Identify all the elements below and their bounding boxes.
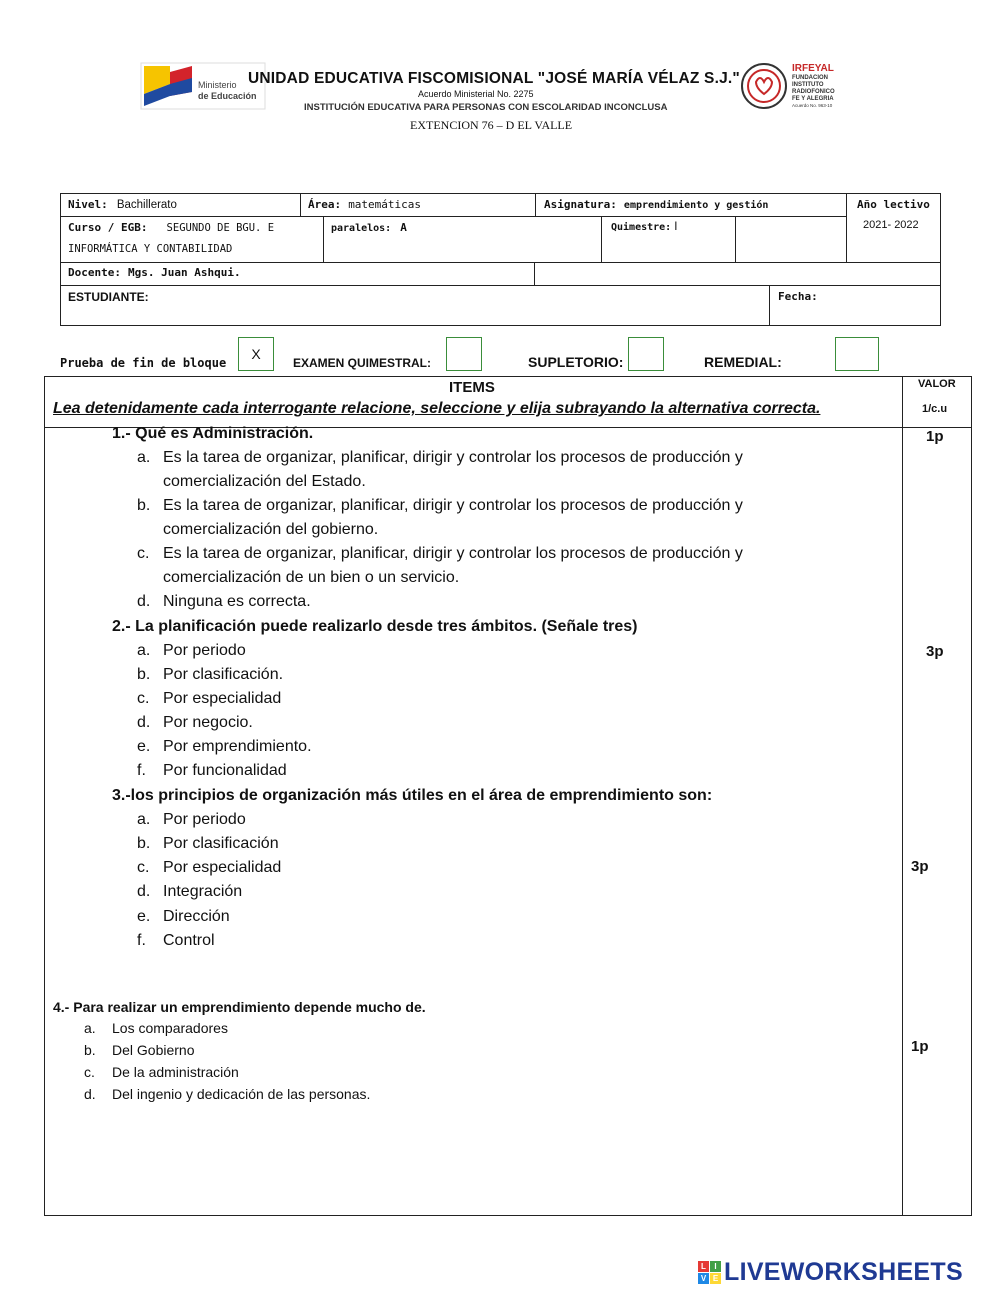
q1-option-a-text1: Es la tarea de organizar, planificar, dirigir y controlar los procesos de producción y <box>163 449 743 466</box>
irfeyal-line2: INSTITUTO <box>792 82 824 88</box>
q4-option-c-letter: c. <box>84 1064 95 1080</box>
q3-option-b[interactable] <box>137 835 279 853</box>
quimestre-label: Quimestre: <box>611 222 672 233</box>
info-col-divider <box>534 262 535 285</box>
q4-option-c-text: De la administración <box>112 1064 239 1080</box>
q4-option-d[interactable] <box>84 1086 370 1102</box>
docente-value: Mgs. Juan Ashqui. <box>128 266 241 279</box>
q1-option-d-text: Ninguna es correcta. <box>163 593 311 610</box>
ministry-logo-line2: de Educación <box>198 91 257 101</box>
icon-square-v: V <box>698 1273 709 1284</box>
q2-option-d-letter: d. <box>137 714 151 731</box>
info-row-divider <box>60 285 941 286</box>
q4-option-a-text: Los comparadores <box>112 1020 228 1036</box>
nivel-label: Nivel: <box>68 198 108 211</box>
paralelos-label: paralelos: <box>331 223 392 234</box>
q4-option-c[interactable] <box>84 1064 239 1080</box>
q2-option-a-letter: a. <box>137 642 151 659</box>
school-title: UNIDAD EDUCATIVA FISCOMISIONAL "JOSÉ MARÍA VÉLAZ S.J." <box>248 70 740 87</box>
q3-option-f-letter: f. <box>137 932 146 949</box>
q1-option-d[interactable] <box>137 593 311 611</box>
info-col-divider <box>300 193 301 216</box>
q4-option-d-letter: d. <box>84 1086 96 1102</box>
q2-option-b-text: Por clasificación. <box>163 666 284 683</box>
q2-option-e-letter: e. <box>137 738 151 755</box>
instruction-text: Lea detenidamente cada interrogante relacione, seleccione y elija subrayando la alternativa correcta <box>53 400 816 417</box>
q2-option-b[interactable] <box>137 666 283 684</box>
q1-option-c-text1: Es la tarea de organizar, planificar, dirigir y controlar los procesos de producción y <box>163 545 743 562</box>
q3-option-f-text: Control <box>163 932 215 949</box>
remedial-checkbox[interactable] <box>835 337 879 371</box>
irfeyal-acuerdo: Acuerdo No. 963-10 <box>792 103 833 108</box>
anio-value: 2021- 2022 <box>863 219 919 231</box>
q3-option-a-letter: a. <box>137 811 151 828</box>
quimestre-value: I <box>674 221 678 233</box>
info-col-divider <box>323 216 324 262</box>
nivel-cell <box>68 198 177 211</box>
instruction: Lea detenidamente cada interrogante relacione, seleccione y elija subrayando la alternativa correcta. <box>53 400 821 417</box>
question-3-title: 3.-los principios de organización más útiles en el área de emprendimiento son: <box>112 787 713 804</box>
asignatura-cell <box>544 198 768 211</box>
q1-option-c-cont[interactable]: comercialización de un bien o un servicio. <box>163 569 460 586</box>
docente-cell <box>68 266 241 279</box>
paralelos-cell <box>331 221 407 234</box>
q1-option-b-letter: b. <box>137 497 151 514</box>
q1-option-a[interactable] <box>137 449 743 467</box>
nivel-value: Bachillerato <box>116 199 177 211</box>
q1-option-b-cont[interactable]: comercialización del gobierno. <box>163 521 379 538</box>
q2-option-c[interactable] <box>137 690 281 708</box>
q4-option-a-letter: a. <box>84 1020 96 1036</box>
curso-cell <box>68 221 274 234</box>
question-1-title: 1.- Qué es Administración. <box>112 425 314 442</box>
liveworksheets-brand: LIVEWORKSHEETS <box>724 1258 963 1286</box>
valor-sub: 1/c.u <box>922 403 948 415</box>
quimestre-cell <box>611 221 677 233</box>
irfeyal-line1: FUNDACION <box>792 75 828 81</box>
q4-option-b[interactable] <box>84 1042 195 1058</box>
q1-option-c-letter: c. <box>137 545 150 562</box>
q2-option-a[interactable] <box>137 642 246 660</box>
icon-square-l: L <box>698 1261 709 1272</box>
q3-option-a[interactable] <box>137 811 246 829</box>
info-col-divider <box>769 285 770 326</box>
curso-label: Curso / EGB: <box>68 221 148 234</box>
docente-label: Docente: <box>68 266 121 279</box>
prueba-bloque-checkbox[interactable]: X <box>238 337 274 371</box>
asignatura-value: emprendimiento y gestión <box>623 200 769 211</box>
items-header: ITEMS <box>449 379 495 396</box>
curso-value-line1: SEGUNDO DE BGU. E <box>166 222 275 234</box>
area-cell <box>308 198 421 211</box>
q3-option-e[interactable] <box>137 908 230 926</box>
info-col-divider <box>601 216 602 262</box>
q1-option-a-letter: a. <box>137 449 151 466</box>
paralelos-value: A <box>400 221 407 234</box>
info-row-divider <box>60 216 846 217</box>
q3-option-c[interactable] <box>137 859 281 877</box>
info-table <box>60 193 941 326</box>
area-label: Área: <box>308 198 342 211</box>
q3-option-c-letter: c. <box>137 859 150 876</box>
q4-option-d-text: Del ingenio y dedicación de las personas. <box>112 1086 371 1102</box>
question-2-points: 3p <box>926 643 944 660</box>
q2-option-f[interactable] <box>137 762 287 780</box>
irfeyal-line4: FE Y ALEGRIA <box>792 96 834 102</box>
irfeyal-logo <box>740 60 860 112</box>
question-4-points: 1p <box>911 1038 929 1055</box>
q3-option-d-text: Integración <box>163 883 243 900</box>
valor-column-divider <box>902 376 903 1216</box>
info-col-divider <box>846 193 847 262</box>
q2-option-e-text: Por emprendimiento. <box>163 738 312 755</box>
q3-option-c-text: Por especialidad <box>163 859 282 876</box>
q2-option-c-letter: c. <box>137 690 150 707</box>
irfeyal-line3: RADIOFONICO <box>792 89 835 95</box>
supletorio-checkbox[interactable] <box>628 337 664 371</box>
valor-header: VALOR <box>918 378 956 390</box>
q1-option-d-letter: d. <box>137 593 151 610</box>
q1-option-b[interactable] <box>137 497 743 515</box>
q2-option-e[interactable] <box>137 738 312 756</box>
icon-square-e: E <box>710 1273 721 1284</box>
question-2-title: 2.- La planificación puede realizarlo desde tres ámbitos. (Señale tres) <box>112 618 638 635</box>
q4-option-a[interactable] <box>84 1020 228 1036</box>
q3-option-d[interactable] <box>137 883 242 901</box>
acuerdo-ministerial: Acuerdo Ministerial No. 2275 <box>418 89 534 99</box>
liveworksheets-icon <box>698 1261 721 1284</box>
q2-option-c-text: Por especialidad <box>163 690 282 707</box>
fecha-label: Fecha: <box>778 290 818 303</box>
supletorio-label: SUPLETORIO: <box>528 354 624 370</box>
q3-option-f[interactable] <box>137 932 215 950</box>
area-value: matemáticas <box>348 198 422 211</box>
q2-option-d-text: Por negocio. <box>163 714 253 731</box>
q1-option-c[interactable] <box>137 545 743 563</box>
q2-option-b-letter: b. <box>137 666 151 683</box>
q2-option-d[interactable] <box>137 714 253 732</box>
q4-option-b-letter: b. <box>84 1042 96 1058</box>
extension-line: EXTENCION 76 – D EL VALLE <box>410 118 573 132</box>
asignatura-label: Asignatura: <box>544 198 617 211</box>
q4-option-b-text: Del Gobierno <box>112 1042 195 1058</box>
irfeyal-name: IRFEYAL <box>792 63 834 74</box>
examen-quimestral-label: EXAMEN QUIMESTRAL: <box>293 356 431 370</box>
remedial-label: REMEDIAL: <box>704 354 782 370</box>
q3-option-e-text: Dirección <box>163 908 230 925</box>
estudiante-label: ESTUDIANTE: <box>68 290 149 304</box>
q1-option-a-cont[interactable]: comercialización del Estado. <box>163 473 366 490</box>
info-col-divider <box>735 216 736 262</box>
curso-value-line2: INFORMÁTICA Y CONTABILIDAD <box>68 243 233 255</box>
anio-label: Año lectivo <box>857 198 930 211</box>
question-3-points: 3p <box>911 858 929 875</box>
q3-option-a-text: Por periodo <box>163 811 246 828</box>
examen-quimestral-checkbox[interactable] <box>446 337 482 371</box>
q2-option-f-text: Por funcionalidad <box>163 762 287 779</box>
question-1-points: 1p <box>926 428 944 445</box>
q3-option-e-letter: e. <box>137 908 151 925</box>
prueba-bloque-label: Prueba de fin de bloque <box>60 356 227 370</box>
info-col-divider <box>535 193 536 216</box>
q2-option-f-letter: f. <box>137 762 146 779</box>
institution-subtitle: INSTITUCIÓN EDUCATIVA PARA PERSONAS CON ESCOLARIDAD INCONCLUSA <box>304 102 668 113</box>
q1-option-b-text1: Es la tarea de organizar, planificar, dirigir y controlar los procesos de producción y <box>163 497 743 514</box>
info-row-divider <box>60 262 941 263</box>
q3-option-b-text: Por clasificación <box>163 835 279 852</box>
ministry-logo-line1: Ministerio <box>198 80 237 90</box>
liveworksheets-logo[interactable] <box>698 1258 963 1287</box>
question-4-title: 4.- Para realizar un emprendimiento depende mucho de. <box>53 999 426 1015</box>
q2-option-a-text: Por periodo <box>163 642 246 659</box>
icon-square-i: I <box>710 1261 721 1272</box>
q3-option-b-letter: b. <box>137 835 151 852</box>
q3-option-d-letter: d. <box>137 883 151 900</box>
